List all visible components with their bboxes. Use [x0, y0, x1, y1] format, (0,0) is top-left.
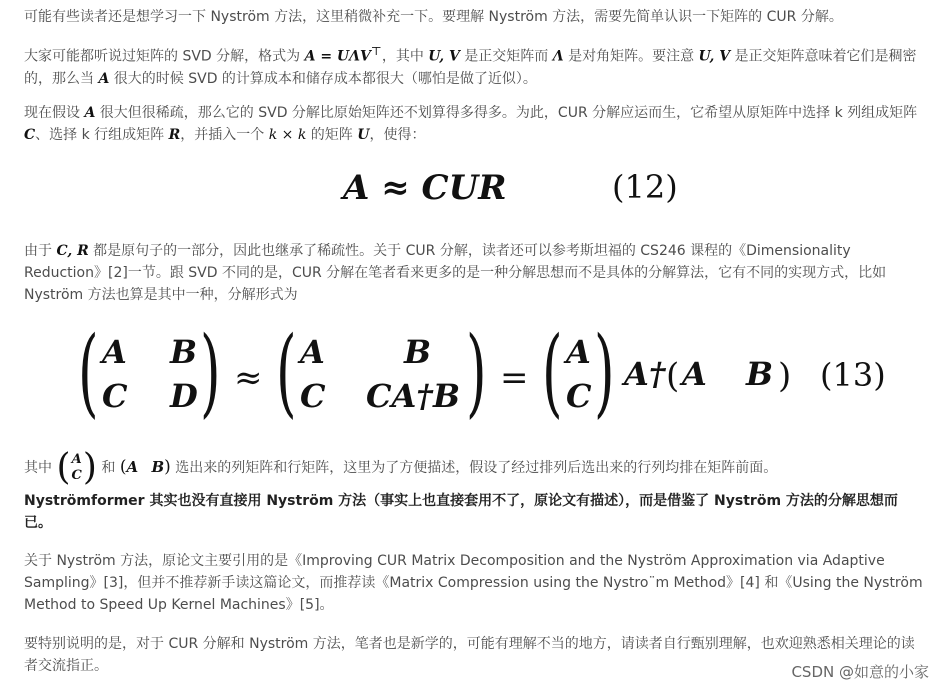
text: 关于 Nyström 方法，原论文主要引用的是 — [24, 553, 289, 569]
matrix-cell: A — [102, 333, 127, 371]
math-kxk: k × k — [268, 127, 307, 143]
text: 很大的时候 SVD 的计算成本和储存成本都很大（哪怕是做了近似）。 — [109, 70, 537, 87]
text: 都是原句子的一部分，因此也继承了稀疏性。关于 CUR 分解，读者还可以参考斯坦福的 CS246 课程的《Dimensionality Reduction》[2]一节。跟 SVD 不同的是，CUR 分解在笔者看来更多的是一种分解思想而不是具体的分解算法，它有不同的实现方式，比如 Nyström 方法也算是其中一种，分解形式为 — [24, 243, 887, 303]
math-a: A — [98, 70, 110, 87]
text: ，并插入一个 — [180, 127, 269, 143]
text: 。 — [319, 597, 334, 613]
left-paren: ( — [666, 356, 680, 396]
text: 和 — [759, 575, 779, 591]
text: 和 — [96, 460, 120, 476]
matrix-cell: B — [170, 333, 198, 371]
math-cr: C, R — [56, 243, 89, 259]
right-paren: ) — [778, 356, 792, 396]
text: 是正交矩阵而 — [459, 48, 553, 65]
left-paren: ( — [276, 316, 297, 428]
matrix-cell: C — [300, 377, 326, 415]
reference-link-5[interactable]: 《Using the Nyström Method to Speed Up Kernel Machines》[5] — [24, 575, 923, 613]
math-r: R — [168, 127, 181, 143]
reference-link-4[interactable]: 《Matrix Compression using the Nystro¨m Method》[4] — [375, 575, 760, 591]
matrix-cell: A — [126, 458, 139, 476]
matrix-cell: B — [404, 333, 432, 371]
paragraph-cur — [24, 102, 924, 146]
text: ，使得： — [369, 127, 426, 143]
right-paren: ) — [466, 316, 487, 428]
text: 选出来的列矩阵和行矩阵，这里为了方便描述，假设了经过排列后选出来的行列均排在矩阵前面。 — [170, 460, 778, 476]
matrix-cell: C — [71, 468, 82, 483]
text: ，其中 — [381, 48, 429, 65]
text: 很大但很稀疏，那么它的 SVD 分解比原始矩阵还不划算得多得多。为此，CUR 分解应运而生，它希望从原矩阵中选择 k 列组成矩阵 — [95, 105, 918, 121]
matrix-cell: C — [566, 377, 592, 415]
text: 是正交矩阵意味着它们是稠密的，那么当 — [24, 48, 917, 87]
left-paren: ( — [56, 447, 71, 488]
equation-12-expression: A ≈ CUR — [343, 168, 507, 208]
watermark: CSDN @如意的小家 — [791, 663, 929, 681]
matrix-cell: A — [300, 333, 325, 371]
matrix-cell: B — [746, 355, 774, 393]
math-a: A — [84, 105, 96, 121]
math-lambda: Λ — [552, 48, 564, 65]
left-paren: ( — [78, 316, 99, 428]
paragraph-disclaimer: 要特别说明的是，对于 CUR 分解和 Nyström 方法，笔者也是新学的，可能有理解不当的地方，请读者自行甄别理解，也欢迎熟悉相关理论的读者交流指正。 — [24, 636, 915, 674]
right-paren: ) — [200, 316, 221, 428]
matrix-cell: CA†B — [366, 377, 461, 415]
right-paren: ) — [164, 457, 171, 477]
text: 、选择 k 行组成矩阵 — [35, 127, 169, 143]
equation-number: (12) — [612, 168, 678, 206]
left-paren: ( — [542, 316, 563, 428]
text: 由于 — [24, 243, 57, 259]
math-uv: U, V — [698, 48, 731, 65]
paragraph-references — [24, 550, 924, 616]
matrix-cell: A — [682, 355, 707, 393]
text: 大家可能都听说过矩阵的 SVD 分解，格式为 — [24, 48, 305, 65]
math-u: U — [357, 127, 370, 143]
paragraph-svd — [24, 40, 924, 90]
matrix-cell: A — [566, 333, 591, 371]
text: 其中 — [24, 460, 57, 476]
matrix-cell: D — [170, 377, 198, 415]
math-transpose: ⊤ — [370, 44, 382, 58]
matrix-cell: A — [71, 452, 82, 467]
equation-number: (13) — [820, 356, 886, 394]
paragraph-note-bold: Nyströmformer 其实也没有直接用 Nyström 方法（事实上也直接套用不了，原论文有描述），而是借鉴了 Nyström 方法的分解思想而已。 — [24, 493, 898, 531]
paragraph-cur-detail — [24, 240, 924, 306]
column-matrix — [72, 452, 82, 484]
equation-12 — [0, 168, 941, 216]
reference-link-3[interactable]: 《Improving CUR Matrix Decomposition and the Nyström Approximation via Adaptive Sampling》[3] — [24, 553, 885, 591]
text: 现在假设 — [24, 105, 85, 121]
text: 是对角矩阵。要注意 — [563, 48, 699, 65]
text: ，但并不推荐新手读这篇论文，而推荐读 — [123, 575, 376, 591]
matrix-cell: C — [102, 377, 128, 415]
math-uv: U, V — [428, 48, 460, 65]
math-c: C — [24, 127, 36, 143]
paragraph-where — [24, 446, 924, 489]
text: 的矩阵 — [306, 127, 358, 143]
paragraph-intro: 可能有些读者还是想学习一下 Nyström 方法，这里稍微补充一下。要理解 Nyström 方法，需要先简单认识一下矩阵的 CUR 分解。 — [24, 9, 843, 25]
left-paren: ( — [119, 457, 127, 477]
right-paren: ) — [82, 447, 97, 488]
math-svd: A = UΛV — [304, 48, 371, 65]
pseudo-inverse: A† — [624, 355, 666, 393]
equals-sign: = — [500, 358, 529, 398]
approx-sign: ≈ — [234, 358, 263, 398]
equation-13 — [78, 316, 898, 428]
matrix-cell: B — [151, 458, 165, 476]
right-paren: ) — [594, 316, 615, 428]
